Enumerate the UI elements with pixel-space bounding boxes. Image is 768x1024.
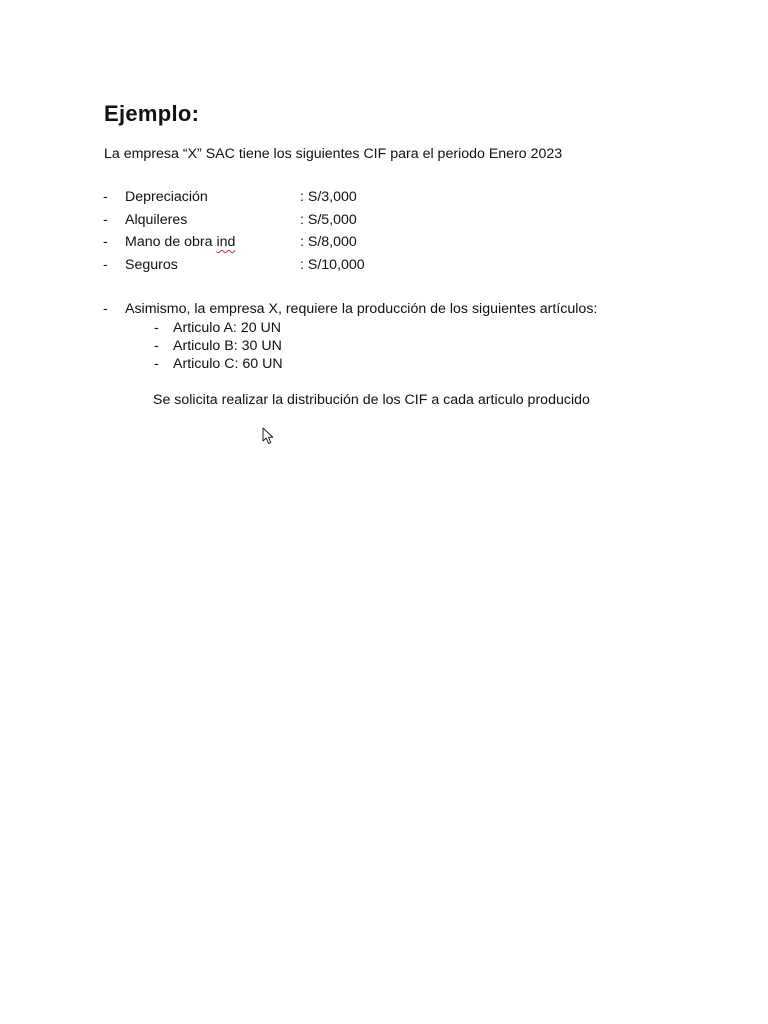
cost-amount: : S/8,000 — [300, 234, 357, 250]
cost-name-text: Mano de obra — [125, 234, 217, 250]
list-bullet: - — [103, 234, 108, 250]
article-item-a — [0, 319, 768, 337]
document-heading: Ejemplo: — [104, 101, 200, 126]
spellcheck-flagged-word[interactable]: ind — [216, 234, 236, 250]
request-paragraph: Se solicita realizar la distribución de los CIF a cada articulo producido — [153, 392, 590, 408]
article-item-b — [0, 337, 768, 355]
list-bullet: - — [103, 211, 108, 228]
cost-list — [0, 188, 768, 278]
production-text: Asimismo, la empresa X, requiere la producción de los siguientes artículos: — [125, 301, 598, 317]
article-list — [0, 319, 768, 373]
article-label: Articulo B: 30 UN — [173, 338, 282, 354]
list-bullet: - — [154, 338, 159, 354]
article-label: Articulo A: 20 UN — [173, 320, 282, 336]
list-bullet: - — [103, 301, 108, 317]
cost-amount: : S/10,000 — [300, 256, 365, 273]
cost-amount: : S/3,000 — [300, 189, 357, 205]
cost-name: Depreciación — [125, 189, 208, 205]
list-bullet: - — [103, 256, 108, 273]
article-item-c — [0, 355, 768, 373]
cost-item-mano-de-obra — [0, 233, 768, 256]
article-label: Articulo C: 60 UN — [173, 356, 283, 372]
cost-name: Alquileres — [125, 211, 188, 228]
list-bullet: - — [154, 320, 159, 336]
cost-item-alquileres — [0, 211, 768, 234]
list-bullet: - — [154, 356, 159, 372]
cost-item-depreciacion — [0, 188, 768, 211]
cost-name: Seguros — [125, 256, 178, 273]
cost-name — [125, 233, 235, 251]
mouse-pointer-icon — [262, 427, 276, 445]
cost-amount: : S/5,000 — [300, 211, 357, 228]
cost-item-seguros — [0, 256, 768, 279]
list-bullet: - — [103, 189, 108, 205]
intro-paragraph: La empresa “X” SAC tiene los siguientes CIF para el periodo Enero 2023 — [104, 146, 563, 162]
